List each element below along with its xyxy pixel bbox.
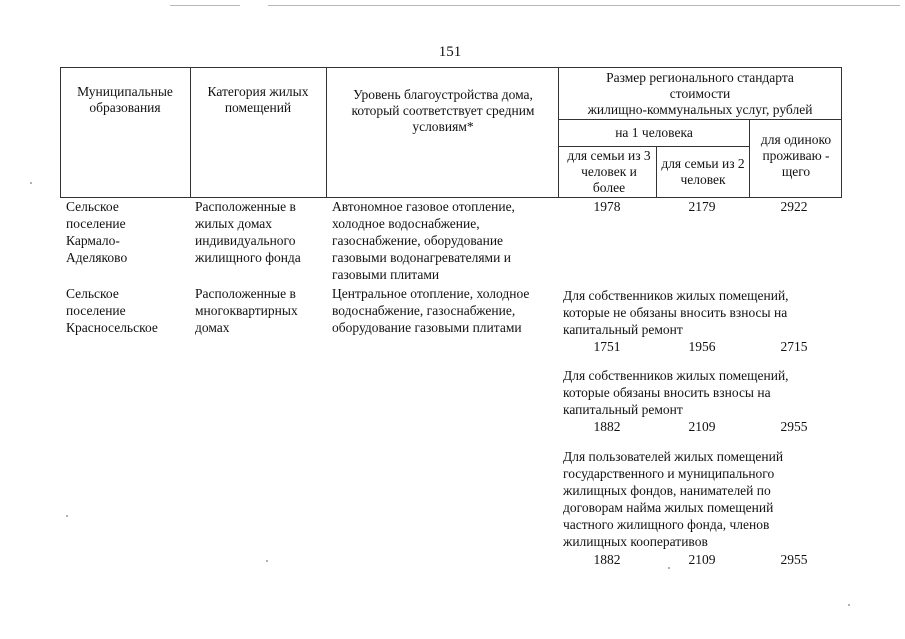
col-divider [558, 67, 559, 198]
row2-municipality: Сельское поселение Красносельское [66, 286, 158, 335]
row1-value-family2: 2179 [688, 199, 716, 214]
group2-value-family3: 1882 [593, 419, 621, 434]
table-top-border [60, 67, 842, 68]
standard-subheader-border [558, 119, 842, 120]
row1-value-family3: 1978 [593, 199, 621, 214]
scan-speck [668, 567, 670, 569]
page-number: 151 [438, 44, 462, 60]
scan-edge-line [268, 5, 900, 6]
row1-value-single: 2922 [780, 199, 808, 214]
scan-edge-line [170, 5, 240, 6]
group1-note: Для собственников жилых помещений, которые не обязаны вносить взносы на капитальный ремонт [563, 288, 789, 337]
scan-speck [30, 182, 32, 184]
col-divider [749, 119, 750, 198]
group1-value-family2: 1956 [688, 339, 716, 354]
header-category: Категория жилых помещений [207, 84, 309, 115]
row1-level: Автономное газовое отопление, холодное водоснабжение, газоснабжение, оборудование газовыми водонагревателями и газовыми плитами [332, 199, 515, 282]
col-divider [326, 67, 327, 198]
group1-value-family3: 1751 [593, 339, 621, 354]
header-standard-line1: Размер регионального стандарта [606, 70, 794, 85]
group2-note: Для собственников жилых помещений, которые обязаны вносить взносы на капитальный ремонт [563, 368, 789, 417]
header-level: Уровень благоустройства дома, который соответствует средним условиям* [351, 87, 535, 134]
scan-speck [266, 560, 268, 562]
group3-note: Для пользователей жилых помещений государственного и муниципального жилищных фондов, нанимателей по договорам найма жилых помещений частного жилищного фонда, членов жилищных кооперативов [563, 449, 784, 549]
group2-value-family2: 2109 [688, 419, 716, 434]
header-standard-line3: жилищно-коммунальных услуг, рублей [587, 102, 813, 117]
scan-speck [66, 515, 68, 517]
header-standard-line2: стоимости [669, 86, 731, 101]
scan-speck [848, 604, 850, 606]
header-family-3: для семьи из 3 человек и более [567, 148, 651, 195]
header-municipality: Муниципальные образования [77, 84, 173, 115]
col-divider [190, 67, 191, 198]
group3-value-family3: 1882 [593, 552, 621, 567]
header-family-2: для семьи из 2 человек [661, 156, 745, 187]
row2-category: Расположенные в многоквартирных домах [195, 286, 298, 335]
per-person-border [558, 146, 749, 147]
group2-value-single: 2955 [780, 419, 808, 434]
group3-value-family2: 2109 [688, 552, 716, 567]
table-left-border [60, 67, 61, 198]
row1-category: Расположенные в жилых домах индивидуального жилищного фонда [195, 199, 301, 265]
row2-level: Центральное отопление, холодное водоснабжение, газоснабжение, оборудование газовыми плитами [332, 286, 530, 335]
header-single: для одиноко проживаю - щего [760, 132, 832, 179]
table-right-border [841, 67, 842, 198]
col-divider [656, 146, 657, 198]
group3-value-single: 2955 [780, 552, 808, 567]
row1-municipality: Сельское поселение Кармало-Аделяково [66, 199, 128, 265]
header-per-person: на 1 человека [615, 125, 693, 140]
group1-value-single: 2715 [780, 339, 808, 354]
